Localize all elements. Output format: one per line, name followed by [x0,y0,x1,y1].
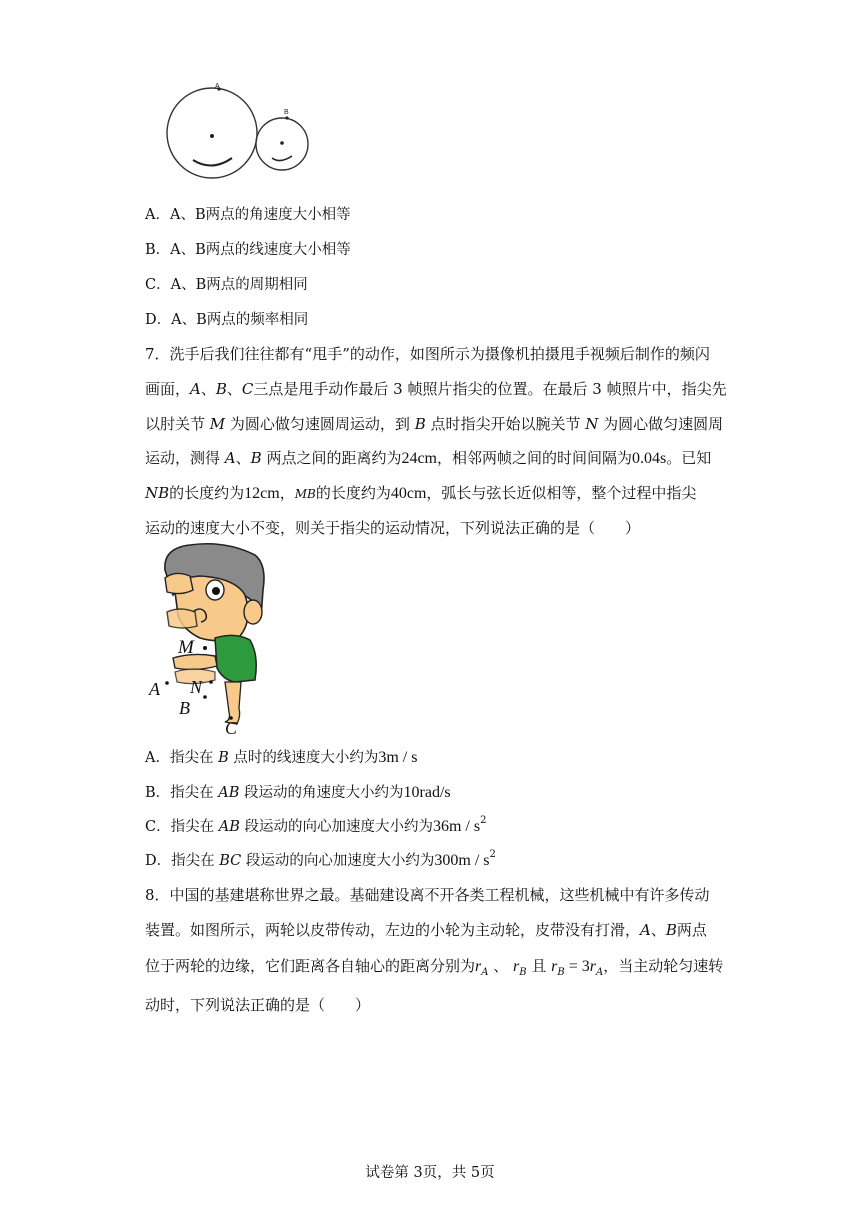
q7-option-b: B．指尖在 AB 段运动的角速度大小约为10rad/s [145,784,451,801]
q7-stem-line-4: 运动，测得 A、B 两点之间的距离约为24cm，相邻两帧之间的时间间隔为0.04s。已知 [145,449,712,467]
label-a: A [215,83,220,90]
two-circles-figure [160,80,320,180]
q7-option-c: C．指尖在 AB 段运动的向心加速度大小约为$36m / s^2$ [145,815,487,835]
q7-stem-line-2: 画面，A、B、C三点是甩手动作最后 3 帧照片指尖的位置。在最后 3 帧照片中，指尖先 [145,380,727,398]
label-c: C [225,718,238,738]
q6-option-d: D．A、B两点的频率相同 [145,312,309,328]
q7-stem-line-5: NB的长度约为12cm，MB的长度约为40cm，弧长与弦长近似相等，整个过程中指尖 [145,484,697,502]
shirt-shape [215,635,256,682]
hand-top [165,573,193,593]
small-circle-center [280,141,284,145]
rotation-arc-large [193,158,232,166]
q8-stem-line-1: 8．中国的基建堪称世界之最。基础建设离不开各类工程机械，这些机械中有许多传动 [145,886,710,904]
q8-stem-line-2: 装置。如图所示，两轮以皮带传动，左边的小轮为主动轮，皮带没有打滑，A、B两点 [145,921,707,939]
pupil-shape [212,587,220,595]
point-n-dot [209,680,213,684]
q8-stem-line-3: 位于两轮的边缘，它们距离各自轴心的距离分别为$r_A$ 、 $r_B$ 且 $r_B = 3r_A$，当主动轮匀速转 [145,957,724,978]
point-b-dot [203,695,207,699]
label-n: N [190,677,203,697]
label-m: M [178,637,194,658]
label-a: A [149,679,160,699]
q8-stem-line-4: 动时，下列说法正确的是（ ） [145,996,371,1014]
q6-option-b: B．A、B两点的线速度大小相等 [145,242,351,258]
point-a-dot [165,681,169,685]
rotation-arc-small [272,156,292,161]
label-b: B [284,109,289,116]
q6-option-c: C．A、B两点的周期相同 [145,277,308,293]
q7-stem-line-3: 以肘关节 M 为圆心做匀速圆周运动，到 B 点时指尖开始以腕关节 N 为圆心做匀速圆周 [145,415,724,433]
point-b-dot [285,116,288,119]
q6-option-a: A．A、B两点的角速度大小相等 [145,207,351,223]
q7-option-a: A．指尖在 B 点时的线速度大小约为3m / s [145,749,418,766]
hand-mid [167,609,197,628]
ear-shape [244,600,262,624]
label-b: B [179,698,190,718]
q7-option-d: D．指尖在 BC 段运动的向心加速度大小约为$300m / s^2$ [145,849,496,869]
q7-stem-line-1: 7．洗手后我们往往都有“甩手”的动作，如图所示为摄像机拍摄甩手视频后制作的频闪 [145,345,710,363]
q7-stem-line-6: 运动的速度大小不变，则关于指尖的运动情况，下列说法正确的是（ ） [145,519,641,537]
page-footer: 试卷第 3页，共 5页 [365,1165,495,1181]
point-m-dot [203,646,207,650]
hand-shaking-cartoon [145,540,270,740]
large-circle-center [210,134,214,138]
